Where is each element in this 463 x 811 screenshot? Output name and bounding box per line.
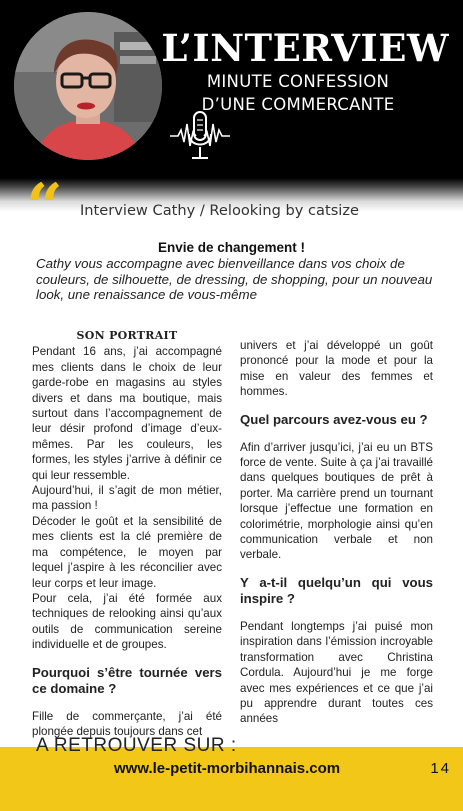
page-number: 14 (430, 760, 451, 777)
paragraph: Pour cela, j’ai été formée aux techniques de relooking ainsi qu’aux outils de communication sereine individuelle et de groupes. (32, 591, 222, 652)
paragraph: Aujourd’hui, il s’agit de mon métier, ma passion ! (32, 484, 222, 513)
paragraph: Afin d’arriver jusqu’ici, j’ai eu un BTS force de vente. Suite à ça j’ai travaillé dans quelques boutiques de prêt à porter. Ma carrière prend un tournant lorsque j’effectue une formation en colorimétrie, morphologie ainsi qu’en communication verbale et non verbale. (240, 440, 433, 562)
interview-title: Interview Cathy / Relooking by catsize (80, 202, 359, 219)
left-column (32, 328, 222, 739)
microphone-icon (170, 110, 230, 176)
subtitle-line-2: D’UNE COMMERCANTE (201, 95, 395, 114)
subtitle-line-1: MINUTE CONFESSION (206, 72, 390, 91)
portrait-photo (14, 12, 162, 160)
paragraph: Pendant longtemps j’ai puisé mon inspiration dans l’émission incroyable transformation avec Christina Cordula. Aujourd’hui je me forge avec mes expériences et ce que j’ai pu apprendre durant toutes ces années (240, 619, 433, 726)
quote-mark-icon: “ (26, 170, 63, 245)
question-heading: Pourquoi s’être tournée vers ce domaine ? (32, 664, 222, 696)
paragraph: Fille de commerçante, j’ai été plongée depuis toujours dans cet (32, 709, 222, 738)
question-heading: Quel parcours avez-vous eu ? (240, 411, 428, 427)
paragraph: Pendant 16 ans, j’ai accompagné mes clients dans le choix de leur garde-robe en magasins au styles divers et dans ma boutique, mais surtout dans l’accompagnement de leur désir profond d’image d’eux-mêmes. Par les couleurs, les formes, les styles j’arrive à définir ce qui leur ressemble. (32, 345, 222, 482)
hook-title: Envie de changement ! (157, 240, 306, 255)
question-heading: Y a-t-il quelqu’un qui vous inspire ? (240, 574, 433, 606)
website-link[interactable]: www.le-petit-morbihannais.com (114, 760, 341, 777)
hook-body: Cathy vous accompagne avec bienveillance dans vos choix de couleurs, de silhouette, de dressing, de shopping, pour un nouveau look, une renaissance de vous-même (36, 256, 433, 302)
section-heading-portrait: SON PORTRAIT (76, 329, 178, 342)
footer-call-to-action: A RETROUVER SUR : (36, 735, 237, 756)
right-column (240, 338, 433, 727)
paragraph: Décoder le goût et la sensibilité de mes clients est la clé première de ma compétence, le moyen par lequel j’aspire à les réconcilier avec leur corps et leur image. (32, 514, 222, 590)
page-title: L’INTERVIEW (161, 26, 449, 70)
paragraph: univers et j’ai développé un goût prononcé pour la mode et pour la mise en valeur des femmes et hommes. (240, 339, 433, 399)
avatar (14, 12, 162, 160)
